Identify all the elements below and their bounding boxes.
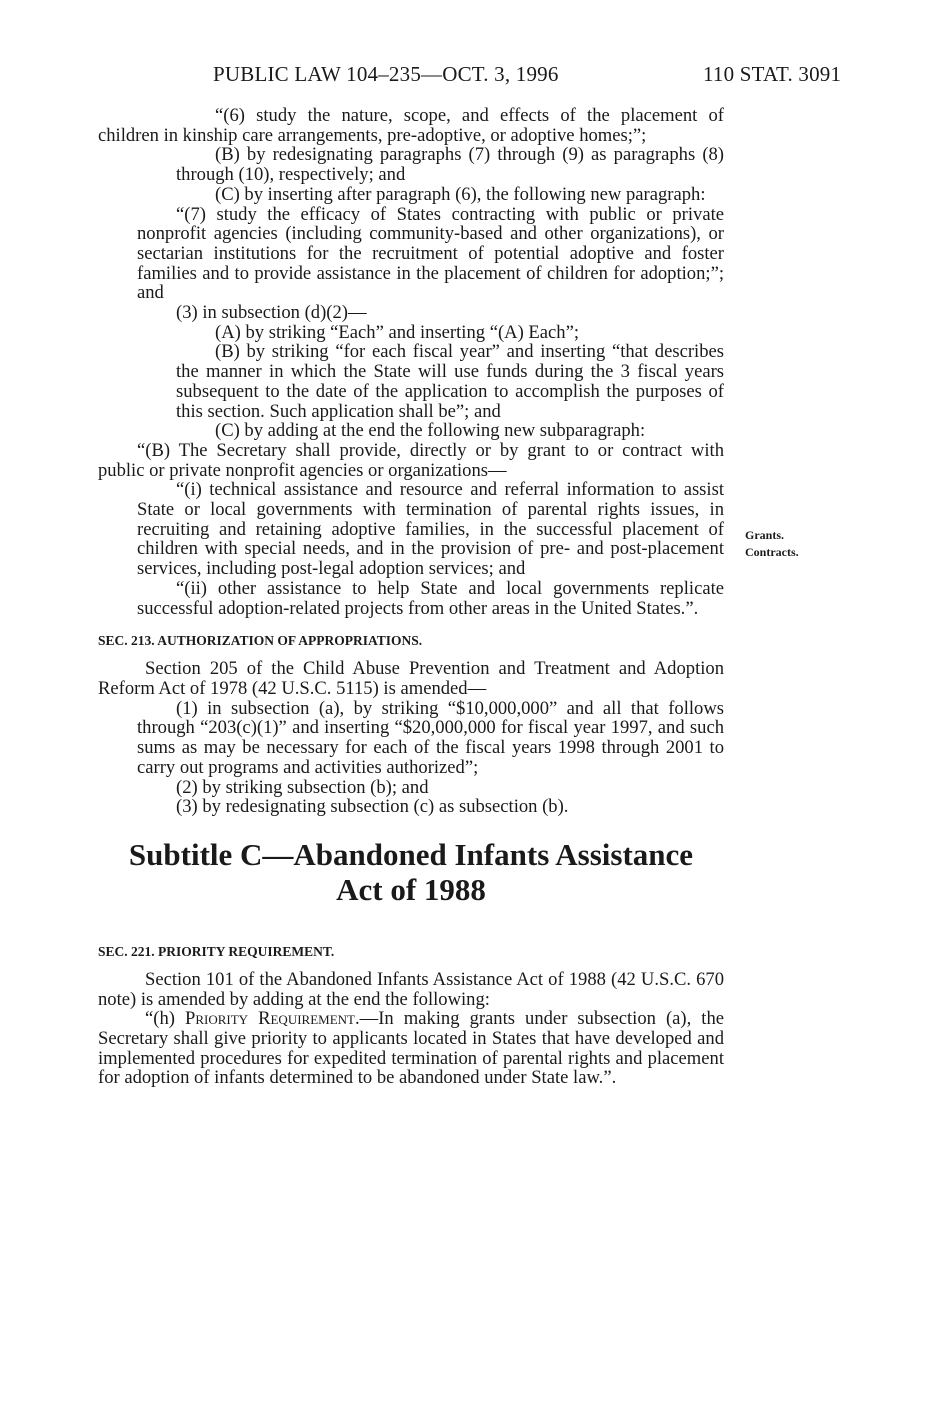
sec-213-intro: Section 205 of the Child Abuse Prevention and Treatment and Adoption Reform Act of 1978 (42 U.S.C. 5115) is amended— xyxy=(98,658,724,699)
sec-213-item-3: (3) by redesignating subsection (c) as subsection (b). xyxy=(176,796,569,818)
paragraph-b-redesignate: (B) by redesignating paragraphs (7) through (9) as paragraphs (8) through (10), respectively; and xyxy=(176,144,724,186)
header-law-citation: PUBLIC LAW 104–235—OCT. 3, 1996 xyxy=(213,62,559,86)
paragraph-7-text: “(7) study the efficacy of States contracting with public or private nonprofit agencies (including community-based and other organizations), or sectarian institutions for the recruitment of potential adoptive and foster families and to provide assistance in the placement of children for adoption;”; and xyxy=(137,203,724,304)
paragraph-6-text: “(6) study the nature, scope, and effects of the placement of children in kinship care arrangements, pre-adoptive, or adoptive homes;”; xyxy=(98,105,724,146)
margin-note-grants: Grants. xyxy=(745,528,784,542)
subtitle-line-1: Subtitle C—Abandoned Infants Assistance xyxy=(128,836,694,872)
sec-221-subsection-h xyxy=(98,1009,724,1088)
paragraph-c-insert: (C) by inserting after paragraph (6), the following new paragraph: xyxy=(215,183,706,205)
sec-213-item-2: (2) by striking subsection (b); and xyxy=(176,776,429,798)
paragraph-3-subsection: (3) in subsection (d)(2)— xyxy=(176,302,367,324)
header-stat-page: 110 STAT. 3091 xyxy=(703,62,842,86)
paragraph-secretary-provide: “(B) The Secretary shall provide, directly or by grant to or contract with public or private nonprofit agencies or organizations— xyxy=(98,439,724,481)
body-text xyxy=(98,106,724,1088)
sec-221-h-caption: Priority Requirement xyxy=(184,1008,355,1030)
sec-221-h-body: .—In making grants under subsection (a), the Secretary shall give priority to applicants located in States that have developed and implemented procedures for expedited termination of parental rights and placement for adoption of infants determined to be abandoned under State law.”. xyxy=(98,1008,724,1089)
paragraph-a-striking-each: (A) by striking “Each” and inserting “(A) Each”; xyxy=(215,321,579,343)
paragraph-c-adding: (C) by adding at the end the following new subparagraph: xyxy=(215,420,646,442)
running-header xyxy=(0,62,943,90)
sec-221-intro: Section 101 of the Abandoned Infants Assistance Act of 1988 (42 U.S.C. 670 note) is amended by adding at the end the following: xyxy=(98,968,724,1010)
paragraph-ii-other: “(ii) other assistance to help State and local governments replicate successful adoption-related projects from other areas in the United States.”. xyxy=(137,577,724,619)
sec-221-h-open: “(h) xyxy=(145,1008,185,1030)
subtitle-heading xyxy=(98,837,724,907)
margin-note-contracts: Contracts. xyxy=(745,545,799,559)
margin-notes xyxy=(745,527,835,561)
sec-213-heading: SEC. 213. AUTHORIZATION OF APPROPRIATIONS. xyxy=(98,633,423,649)
sec-213-item-1: (1) in subsection (a), by striking “$10,000,000” and all that follows through “203(c)(1)” and inserting “$20,000,000 for fiscal year 1997, and such sums as may be necessary for each of the fiscal years 1998 through 2001 to carry out programs and activities authorized”; xyxy=(137,697,724,778)
paragraph-b-striking-fiscal: (B) by striking “for each fiscal year” and inserting “that describes the manner in which the State will use funds during the 3 fiscal years subsequent to the date of the application to accomplish the purposes of this section. Such application shall be”; and xyxy=(176,341,724,422)
subtitle-line-2: Act of 1988 xyxy=(336,871,486,907)
sec-221-heading: SEC. 221. PRIORITY REQUIREMENT. xyxy=(98,943,335,959)
paragraph-i-technical: “(i) technical assistance and resource and referral information to assist State or local governments with termination of parental rights issues, in recruiting and retaining adoptive families, in the successful placement of children with special needs, and in the provision of pre- and post-placement services, including post-legal adoption services; and xyxy=(137,479,724,580)
